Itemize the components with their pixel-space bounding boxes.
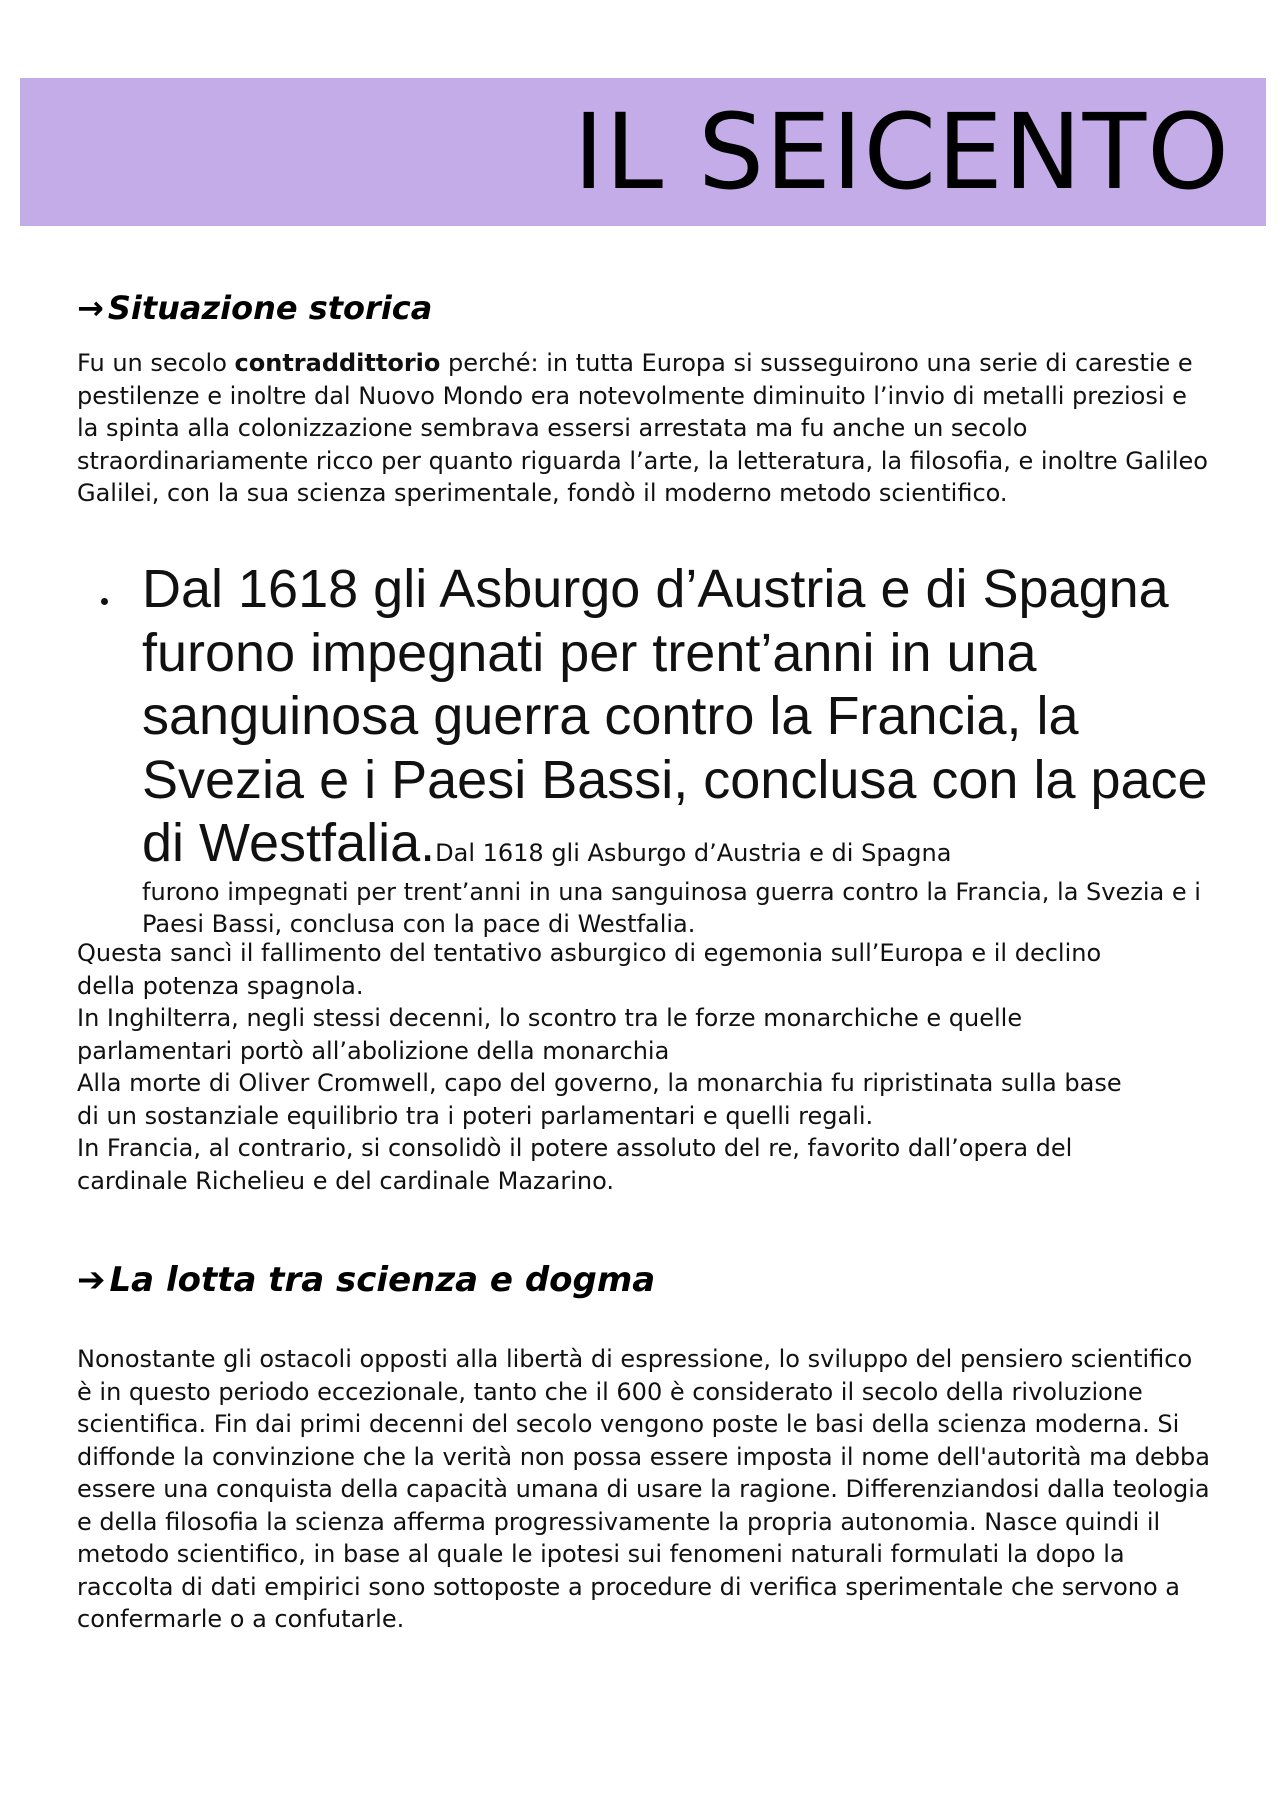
history-line: Alla morte di Oliver Cromwell, capo del governo, la monarchia fu ripristinata sulla base bbox=[77, 1069, 1122, 1097]
section-heading-scienza-text: La lotta tra scienza e dogma bbox=[109, 1260, 656, 1300]
bullet-large-text bbox=[142, 558, 1212, 876]
intro-paragraph bbox=[77, 347, 1212, 510]
bullet-item bbox=[77, 558, 1212, 941]
section-heading-scienza bbox=[77, 1259, 655, 1301]
science-paragraph: Nonostante gli ostacoli opposti alla libertà di espressione, lo sviluppo del pensiero scientifico è in questo periodo eccezionale, tanto che il 600 è considerato il secolo della rivoluzione scientifica. Fin dai primi decenni del secolo vengono poste le basi della scienza moderna. Si diffonde la convinzione che la verità non possa essere imposta il nome dell'autorità ma debba essere una conquista della capacità umana di usare la ragione. Differenziandosi dalla teologia e della filosofia la scienza afferma progressivamente la propria autonomia. Nasce quindi il metodo scientifico, in base al quale le ipotesi sui fenomeni naturali formulati la dopo la raccolta di dati empirici sono sottoposte a procedure di verifica sperimentale che servono a confermarle o a confutarle. bbox=[77, 1345, 1210, 1633]
history-line: cardinale Richelieu e del cardinale Mazarino. bbox=[77, 1166, 614, 1195]
bullet-small-first: Dal 1618 gli Asburgo d’Austria e di Spagna bbox=[435, 839, 952, 867]
history-line: di un sostanziale equilibrio tra i poteri parlamentari e quelli regali. bbox=[77, 1101, 874, 1130]
history-line: In Inghilterra, negli stessi decenni, lo scontro tra le forze monarchiche e quelle bbox=[77, 1004, 1023, 1032]
bullet-dot-icon bbox=[101, 598, 108, 605]
intro-text-end: perché: in tutta Europa si susseguirono una serie di carestie e pestilenze e inoltre dal Nuovo Mondo era notevolmente diminuito l’invio di metalli preziosi e la spinta alla colonizzazione sembrava essersi arrestata ma fu anche un secolo straordinariamente ricco per quanto riguarda l’arte, la letteratura, la filosofia, e inoltre Galileo Galilei, con la sua scienza sperimentale, fondò il moderno metodo scientifico. bbox=[77, 349, 1208, 507]
intro-text-start: Fu un secolo bbox=[77, 349, 235, 377]
history-line: In Francia, al contrario, si consolidò il potere assoluto del re, favorito dall’opera del bbox=[77, 1134, 1073, 1162]
section-heading-storica-text: Situazione storica bbox=[107, 289, 433, 327]
arrow-right-icon: → bbox=[77, 289, 104, 327]
bullet-small-rest: furono impegnati per trent’anni in una sanguinosa guerra contro la Francia, la Svezia e i Paesi Bassi, conclusa con la pace di Westfalia. bbox=[142, 877, 1201, 938]
section-heading-storica bbox=[77, 288, 432, 328]
history-paragraph bbox=[77, 937, 1212, 1197]
page-title: IL SEICENTO bbox=[573, 91, 1230, 213]
history-line: della potenza spagnola. bbox=[77, 971, 364, 1000]
history-line: parlamentari portò all’abolizione della monarchia bbox=[77, 1036, 670, 1065]
bullet-large-sentence: Dal 1618 gli Asburgo d’Austria e di Spagna furono impegnati per trent’anni in una sanguinosa guerra contro la Francia, la Svezia e i Paesi Bassi, conclusa con la pace di Westfalia. bbox=[142, 559, 1208, 873]
title-banner bbox=[20, 78, 1266, 226]
arrow-right-icon: ➔ bbox=[77, 1260, 106, 1300]
intro-bold-word: contraddittorio bbox=[234, 349, 441, 377]
history-line: Questa sancì il fallimento del tentativo asburgico di egemonia sull’Europa e il declino bbox=[77, 939, 1102, 967]
